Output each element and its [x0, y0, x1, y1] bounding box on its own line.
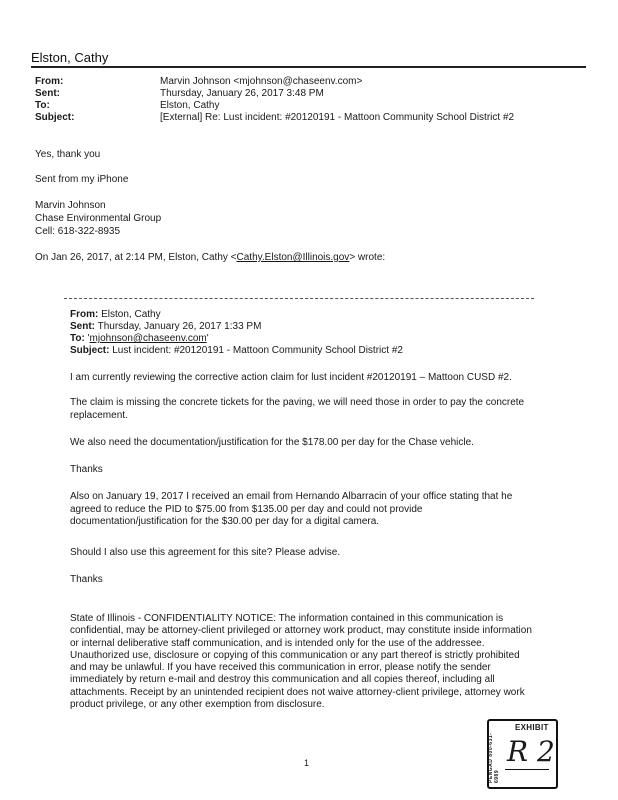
paragraph-line: We also need the documentation/justification for the $178.00 per day for the Chase vehicle. — [70, 437, 474, 448]
quoted-sent — [70, 321, 261, 332]
exhibit-side-text: PENGAD 800-631-6989 — [488, 732, 500, 783]
paragraph-line: Should I also use this agreement for this site? Please advise. — [70, 547, 341, 558]
notice-line: attachments. Receipt by an unintended recipient does not waive attorney-client privilege, attorney work — [70, 686, 525, 698]
paragraph — [70, 547, 540, 560]
paragraph — [70, 397, 540, 422]
quote-divider — [64, 298, 534, 299]
paragraph — [70, 437, 540, 450]
quoted-to-label: To: — [70, 333, 85, 344]
signature-name: Marvin Johnson — [35, 200, 106, 211]
quoted-from-value: Elston, Cathy — [101, 309, 161, 320]
subject-value: [External] Re: Lust incident: #20120191 - Mattoon Community School District #2 — [160, 112, 515, 123]
wrote-email-link[interactable]: Cathy.Elston@Illinois.gov — [236, 252, 350, 263]
wrote-suffix: > wrote: — [349, 252, 386, 263]
exhibit-sticker — [487, 719, 558, 789]
from-value: Marvin Johnson <mjohnson@chaseenv.com> — [160, 76, 363, 87]
to-value: Elston, Cathy — [160, 100, 220, 111]
paragraph — [70, 491, 540, 529]
wrote-line — [35, 252, 385, 263]
quoted-to-email-link[interactable]: mjohnson@chaseenv.com — [89, 333, 207, 344]
owner-divider — [31, 66, 586, 68]
paragraph-line: replacement. — [70, 409, 128, 421]
from-label: From: — [35, 76, 64, 87]
page-number: 1 — [304, 758, 310, 768]
exhibit-underline — [505, 769, 549, 770]
paragraph-line: Also on January 19, 2017 I received an email from Hernando Albarracin of your office stating that he — [70, 491, 513, 502]
paragraph-line: The claim is missing the concrete tickets for the paving, we will need those in order to pay the concrete — [70, 397, 525, 408]
quoted-to-prefix: ' — [87, 333, 90, 344]
paragraph-line: Thanks — [70, 464, 103, 475]
quoted-subject-label: Subject: — [70, 345, 110, 356]
quoted-to-suffix: ' — [206, 333, 209, 344]
notice-line: and may be unlawful. If you have received this communication in error, please notify the sender — [70, 662, 491, 674]
notice-line: State of Illinois - CONFIDENTIALITY NOTICE: The information contained in this communication is — [70, 613, 504, 624]
paragraph — [70, 464, 540, 477]
paragraph-line: agreed to reduce the PID to $75.00 from $135.00 per day and could not provide — [70, 503, 423, 515]
exhibit-mark: R 2 — [507, 735, 555, 768]
notice-line: confidential, may be attorney-client privileged or attorney work product, may constitute inside information — [70, 625, 532, 637]
quoted-subject-value: Lust incident: #20120191 - Mattoon Community School District #2 — [112, 345, 403, 356]
wrote-prefix: On Jan 26, 2017, at 2:14 PM, Elston, Cathy < — [35, 252, 237, 263]
reply-line: Yes, thank you — [35, 149, 101, 160]
paragraph-line: documentation/justification for the $30.00 per day for a digital camera. — [70, 516, 380, 527]
sent-label: Sent: — [35, 88, 60, 99]
reply-line: Sent from my iPhone — [35, 174, 129, 185]
notice-line: product privilege, or any other exemption from disclosure. — [70, 699, 325, 711]
quoted-sent-label: Sent: — [70, 321, 95, 332]
notice-line: or internal deliberative staff communication, and is intended only for the use of the addressee. — [70, 637, 485, 649]
sent-value: Thursday, January 26, 2017 3:48 PM — [160, 88, 324, 99]
exhibit-title: EXHIBIT — [515, 723, 549, 732]
quoted-to — [70, 333, 209, 344]
quoted-subject — [70, 345, 403, 356]
notice-line: immediately by return e-mail and destroy this communication and all copies thereof, including all — [70, 674, 495, 686]
notice-line: Unauthorized use, disclosure or copying of this communication or any part thereof is strictly prohibited — [70, 649, 520, 661]
confidentiality-notice — [70, 613, 540, 711]
subject-label: Subject: — [35, 112, 75, 123]
paragraph-line: Thanks — [70, 574, 103, 585]
signature-company: Chase Environmental Group — [35, 213, 162, 224]
quoted-from-label: From: — [70, 309, 99, 320]
quoted-from — [70, 309, 161, 320]
quoted-sent-value: Thursday, January 26, 2017 1:33 PM — [97, 321, 262, 332]
paragraph-line: I am currently reviewing the corrective action claim for lust incident #20120191 – Mattoon CUSD #2. — [70, 372, 512, 383]
mailbox-owner: Elston, Cathy — [31, 50, 109, 65]
signature-cell: Cell: 618-322-8935 — [35, 226, 121, 237]
paragraph — [70, 372, 540, 385]
to-label: To: — [35, 100, 50, 111]
paragraph — [70, 574, 540, 587]
